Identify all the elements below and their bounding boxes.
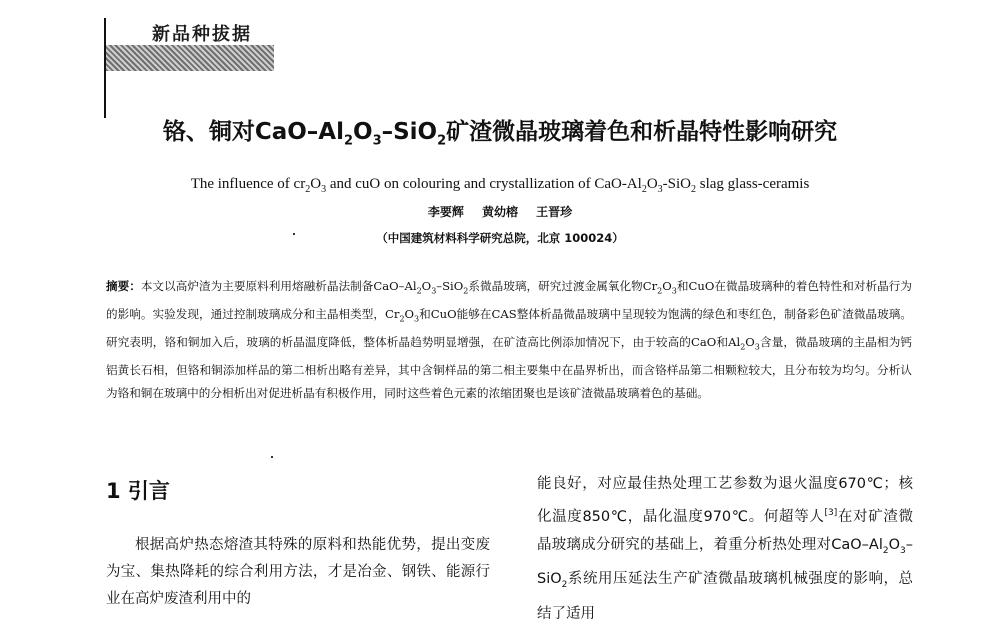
scan-speck: [293, 233, 295, 235]
left-column: [106, 532, 490, 613]
section-heading-intro: 1 引言: [106, 479, 170, 503]
section-texture-bar: [106, 45, 274, 71]
affiliation: （中国建筑材料科学研究总院，北京 100024）: [376, 231, 624, 245]
abstract: 摘要：本文以高炉渣为主要原料利用熔融析晶法制备CaO–$Al_2O_3-SiO_2$系微晶玻璃，研究过渡金属氧化物$Cr_2O_3$和CuO在微晶玻璃种的着色特性和对析晶行为的影响。实验发现，通过控制玻璃成分和主晶相类型，$Cr_2O_3$和CuO能够在CAS整体析晶微晶玻璃中呈现较为饱满的绿色和枣红色，制备彩色矿渣微晶玻璃。研究表明，铬和铜加入后，玻璃的析晶温度降低，整体析晶趋势明显增强，在矿渣高比例添加情况下，由于较高的CaO和$Al_2O_3$含量，微晶玻璃的主晶相为钙铝黄长石相，但铬和铜添加样品的第二相析出略有差异，其中含铜样品的第二相主要集中在晶界析出，而含铬样品第二相颗粒较大，且分布较为均匀。分析认为铬和铜在玻璃中的分相析出对促进析晶有积极作用，同时这些着色元素的浓缩团聚也是该矿渣微晶玻璃着色的基础。: [106, 279, 913, 400]
section-label: 新品种拔据: [152, 24, 252, 45]
right-column: [537, 470, 913, 628]
abstract-label: 摘要：: [106, 279, 141, 293]
scan-speck: [271, 456, 273, 458]
citation-ref: [3]: [824, 507, 838, 518]
right-paragraph: 能良好，对应最佳热处理工艺参数为退火温度670℃；核化温度850℃，晶化温度970℃。何超等人[3]在对矿渣微晶玻璃成分研究的基础上，着重分析热处理对CaO–$Al_2O_3-SiO_2$系统用压延法生产矿渣微晶玻璃机械强度的影响，总结了适用: [537, 476, 914, 622]
intro-paragraph: 根据高炉热态熔渣其特殊的原料和热能优势，提出变废为宝、集热降耗的综合利用方法，才是冶金、钢铁、能源行业在高炉废渣利用中的: [106, 537, 490, 607]
english-title: The influence of $cr_2O_3$ and cuO on colouring and crystallization of CaO-$Al_2O_3-SiO_2$ slag glass-ceramis: [190, 176, 810, 195]
authors: 李要辉 黄幼榕 王晋珍: [427, 205, 573, 219]
paper-title: 铬、铜对CaO–$Al_2O_3-SiO_2$矿渣微晶玻璃着色和析晶特性影响研究: [162, 119, 838, 149]
